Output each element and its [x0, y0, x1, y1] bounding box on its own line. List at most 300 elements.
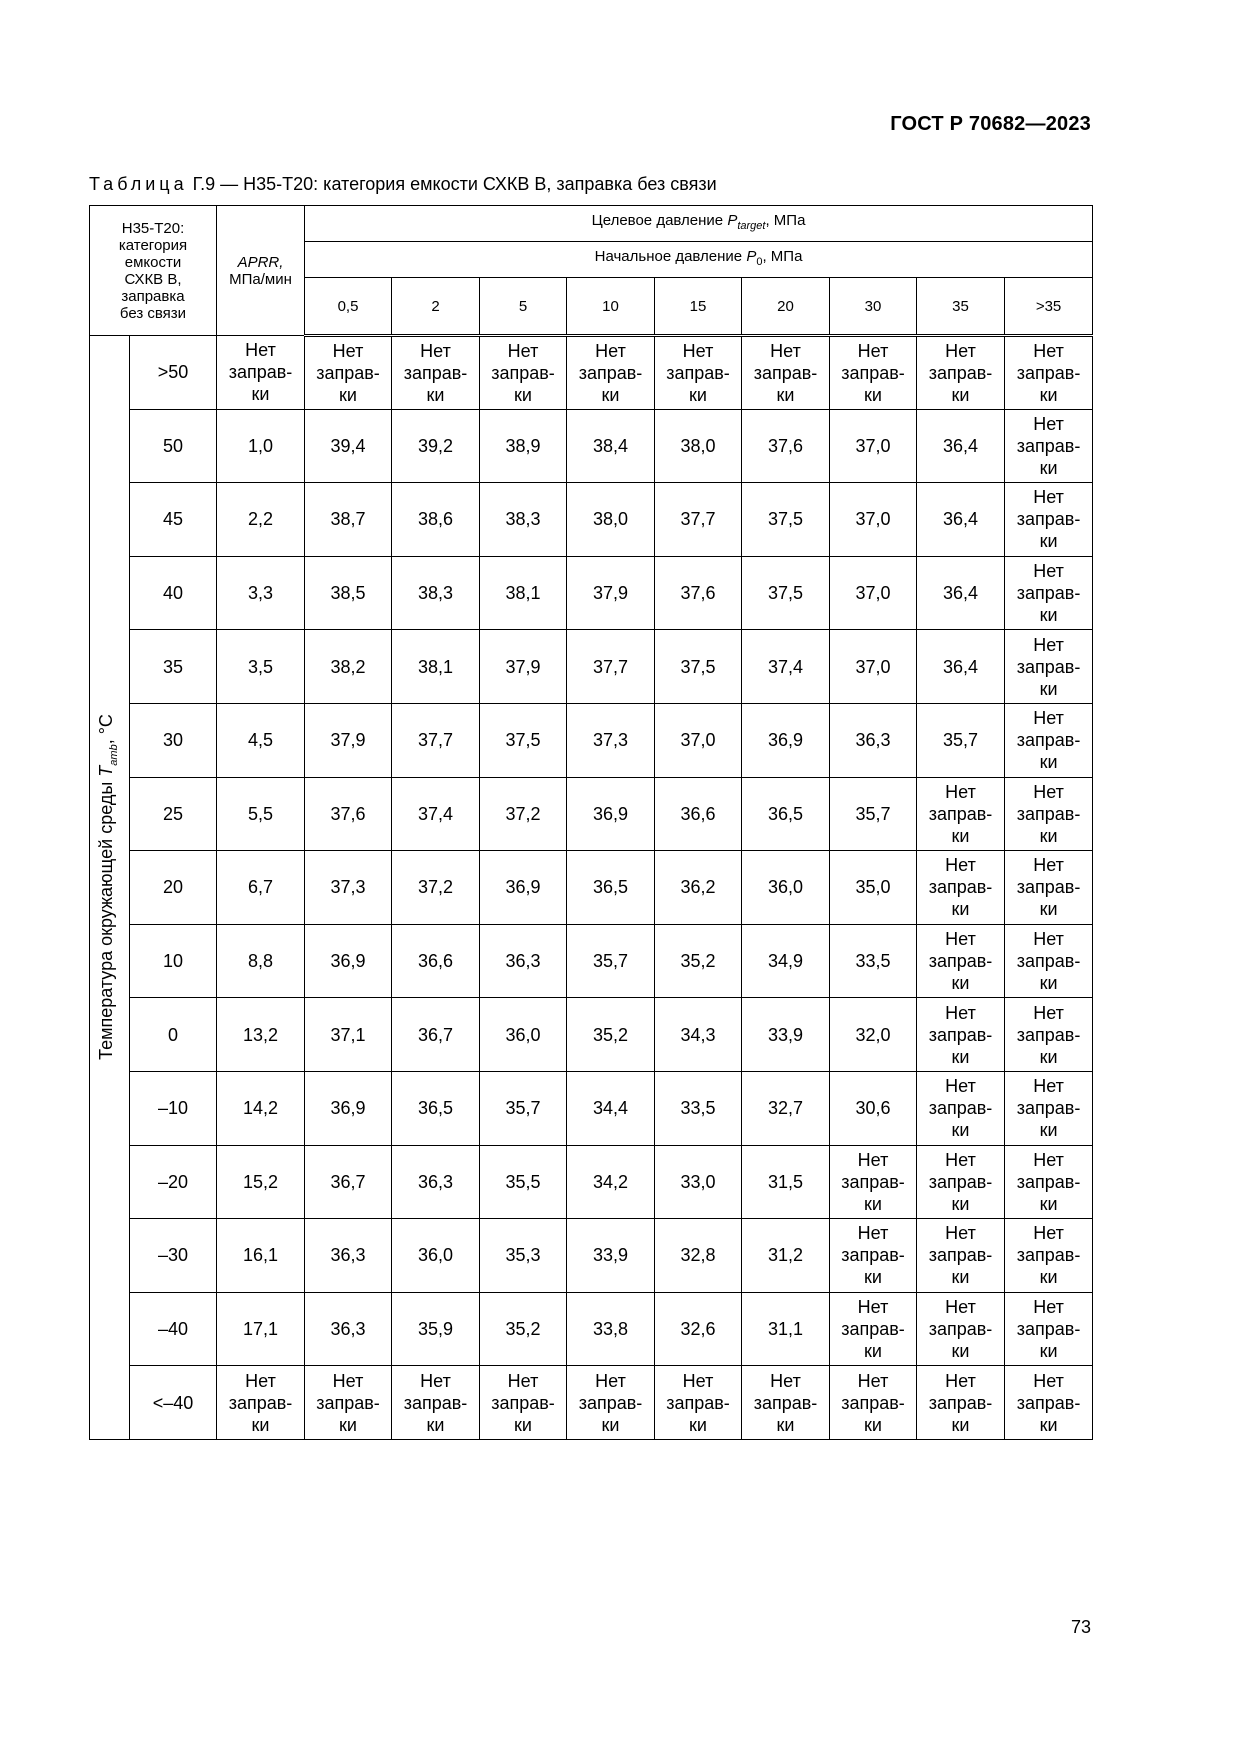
- pressure-value-cell: 35,7: [917, 703, 1005, 777]
- page-number: 73: [1070, 1617, 1091, 1637]
- pressure-value-cell: 37,5: [655, 630, 742, 704]
- aprr-cell: 1,0: [217, 409, 305, 483]
- table-row: [90, 1366, 1093, 1440]
- no-fill-cell: [917, 336, 1005, 410]
- pressure-value-cell: 34,9: [742, 924, 830, 998]
- no-fill-text: Нет: [945, 855, 976, 876]
- temperature-axis-label: [95, 715, 125, 1061]
- no-fill-text: Нет: [1033, 708, 1064, 729]
- no-fill-text: ки: [951, 899, 970, 920]
- aprr-cell: 3,5: [217, 630, 305, 704]
- pressure-value-cell: 31,2: [742, 1219, 830, 1293]
- temperature-cell: –20: [130, 1145, 217, 1219]
- no-fill-text: Нет: [945, 781, 976, 802]
- pressure-value-cell: 31,5: [742, 1145, 830, 1219]
- pressure-column-header: 2: [392, 278, 480, 336]
- no-fill-text: заправ-: [578, 1392, 643, 1413]
- no-fill-text: ки: [951, 973, 970, 994]
- no-fill-text: заправ-: [928, 877, 993, 898]
- no-fill-cell: [392, 336, 480, 410]
- no-fill-text: заправ-: [228, 1392, 293, 1413]
- no-fill-text: ки: [776, 1414, 795, 1435]
- no-fill-cell: [655, 336, 742, 410]
- temperature-cell: 20: [130, 851, 217, 925]
- no-fill-cell: [917, 777, 1005, 851]
- no-fill-text: Нет: [857, 1297, 889, 1318]
- no-fill-text: Нет: [1033, 340, 1064, 361]
- temperature-cell: 35: [130, 630, 217, 704]
- no-fill-text: ки: [864, 384, 882, 405]
- no-fill-text: ки: [1039, 605, 1058, 626]
- table-row: [90, 336, 1093, 410]
- no-fill-cell: [567, 1366, 655, 1440]
- no-fill-text: Нет: [1033, 413, 1064, 434]
- pressure-column-header: 0,5: [305, 278, 392, 336]
- no-fill-cell: [217, 336, 305, 410]
- aprr-cell: 5,5: [217, 777, 305, 851]
- aprr-cell: 17,1: [217, 1292, 305, 1366]
- no-fill-cell: [305, 1366, 392, 1440]
- aprr-label: APRR,: [237, 253, 284, 271]
- pressure-column-header: 15: [655, 278, 742, 336]
- pressure-value-cell: 33,0: [655, 1145, 742, 1219]
- no-fill-text: Нет: [945, 1149, 976, 1170]
- pressure-value-cell: 37,7: [392, 703, 480, 777]
- no-fill-cell: [917, 1145, 1005, 1219]
- no-fill-text: заправ-: [928, 803, 993, 824]
- no-fill-text: Нет: [1033, 929, 1064, 950]
- no-fill-text: ки: [951, 1414, 970, 1435]
- pressure-value-cell: 37,5: [742, 483, 830, 557]
- no-fill-text: заправ-: [928, 1245, 993, 1266]
- pressure-value-cell: 36,7: [305, 1145, 392, 1219]
- pressure-value-cell: 37,4: [742, 630, 830, 704]
- no-fill-text: ки: [1039, 899, 1058, 920]
- pressure-value-cell: 36,4: [917, 409, 1005, 483]
- no-fill-text: ки: [1039, 752, 1058, 773]
- no-fill-text: Нет: [1033, 781, 1064, 802]
- pressure-value-cell: 36,4: [917, 556, 1005, 630]
- no-fill-text: ки: [339, 384, 357, 405]
- pressure-value-cell: 33,5: [655, 1071, 742, 1145]
- aprr-cell: 14,2: [217, 1071, 305, 1145]
- pressure-column-header: 35: [917, 278, 1005, 336]
- no-fill-text: ки: [1039, 1267, 1058, 1288]
- pressure-value-cell: 38,6: [392, 483, 480, 557]
- pressure-value-cell: 38,5: [305, 556, 392, 630]
- table-caption: [89, 174, 717, 195]
- no-fill-text: Нет: [507, 340, 539, 361]
- initial-pressure-symbol: P: [746, 248, 757, 265]
- pressure-value-cell: 32,8: [655, 1219, 742, 1293]
- no-fill-text: ки: [951, 1341, 970, 1362]
- no-fill-text: ки: [1039, 1414, 1058, 1435]
- pressure-column-header: 10: [567, 278, 655, 336]
- no-fill-text: ки: [864, 1267, 882, 1288]
- no-fill-text: заправ-: [1016, 730, 1081, 751]
- no-fill-text: ки: [601, 1414, 620, 1435]
- no-fill-cell: [305, 336, 392, 410]
- no-fill-cell: [1005, 924, 1093, 998]
- pressure-value-cell: 33,5: [830, 924, 917, 998]
- no-fill-text: ки: [689, 1414, 707, 1435]
- temperature-cell: 10: [130, 924, 217, 998]
- pressure-value-cell: 36,0: [480, 998, 567, 1072]
- no-fill-text: ки: [1039, 1120, 1058, 1141]
- no-fill-text: ки: [339, 1414, 357, 1435]
- temperature-cell: –10: [130, 1071, 217, 1145]
- pressure-value-cell: 35,7: [567, 924, 655, 998]
- aprr-cell: 3,3: [217, 556, 305, 630]
- no-fill-cell: [1005, 630, 1093, 704]
- no-fill-text: Нет: [857, 340, 889, 361]
- no-fill-text: заправ-: [928, 1098, 993, 1119]
- no-fill-text: заправ-: [1016, 435, 1081, 456]
- table-row: [90, 777, 1093, 851]
- no-fill-text: заправ-: [316, 1392, 380, 1413]
- no-fill-text: Нет: [770, 340, 801, 361]
- no-fill-text: Нет: [1033, 1002, 1064, 1023]
- pressure-value-cell: 37,3: [567, 703, 655, 777]
- no-fill-cell: [1005, 998, 1093, 1072]
- table-row: [90, 1219, 1093, 1293]
- table-row: [90, 556, 1093, 630]
- corner-label-line: емкости: [124, 253, 182, 271]
- pressure-value-cell: 37,9: [567, 556, 655, 630]
- no-fill-text: Нет: [595, 1370, 626, 1391]
- no-fill-text: ки: [951, 1120, 970, 1141]
- no-fill-text: Нет: [420, 1370, 451, 1391]
- no-fill-cell: [917, 851, 1005, 925]
- no-fill-text: заправ-: [1016, 1245, 1081, 1266]
- no-fill-text: заправ-: [1016, 1171, 1081, 1192]
- no-fill-cell: [217, 1366, 305, 1440]
- pressure-value-cell: 35,2: [567, 998, 655, 1072]
- table-row: [90, 409, 1093, 483]
- no-fill-text: заправ-: [1016, 1098, 1081, 1119]
- temperature-axis-unit: , °C: [95, 714, 116, 745]
- no-fill-text: заправ-: [578, 362, 643, 383]
- aprr-cell: 15,2: [217, 1145, 305, 1219]
- no-fill-text: Нет: [1033, 1076, 1064, 1097]
- no-fill-text: Нет: [770, 1370, 801, 1391]
- no-fill-text: заправ-: [491, 1392, 555, 1413]
- temperature-cell: >50: [130, 336, 217, 410]
- pressure-value-cell: 36,5: [392, 1071, 480, 1145]
- no-fill-text: заправ-: [403, 362, 468, 383]
- aprr-cell: 13,2: [217, 998, 305, 1072]
- pressure-value-cell: 38,3: [480, 483, 567, 557]
- no-fill-text: заправ-: [928, 1392, 993, 1413]
- corner-label-line: категория: [118, 236, 188, 254]
- no-fill-text: Нет: [1033, 1149, 1064, 1170]
- no-fill-text: ки: [1039, 825, 1058, 846]
- no-fill-text: ки: [514, 384, 532, 405]
- no-fill-text: Нет: [332, 1370, 364, 1391]
- no-fill-text: ки: [1039, 457, 1058, 478]
- no-fill-cell: [1005, 1366, 1093, 1440]
- pressure-value-cell: 38,0: [567, 483, 655, 557]
- temperature-cell: <–40: [130, 1366, 217, 1440]
- table-caption-prefix: Таблица: [89, 174, 188, 194]
- aprr-cell: 16,1: [217, 1219, 305, 1293]
- pressure-value-cell: 37,7: [567, 630, 655, 704]
- no-fill-cell: [830, 1219, 917, 1293]
- no-fill-cell: [567, 336, 655, 410]
- pressure-value-cell: 35,9: [392, 1292, 480, 1366]
- no-fill-text: ки: [1039, 1193, 1058, 1214]
- no-fill-cell: [1005, 1145, 1093, 1219]
- pressure-value-cell: 38,1: [480, 556, 567, 630]
- pressure-value-cell: 31,1: [742, 1292, 830, 1366]
- no-fill-text: ки: [776, 384, 795, 405]
- no-fill-text: заправ-: [841, 1319, 905, 1340]
- aprr-cell: 2,2: [217, 483, 305, 557]
- table-row: [90, 483, 1093, 557]
- pressure-value-cell: 35,2: [655, 924, 742, 998]
- temperature-cell: 0: [130, 998, 217, 1072]
- pressure-value-cell: 36,3: [480, 924, 567, 998]
- target-pressure-header: [305, 206, 1093, 242]
- pressure-value-cell: 36,4: [917, 483, 1005, 557]
- no-fill-text: заправ-: [841, 1171, 905, 1192]
- pressure-value-cell: 37,6: [655, 556, 742, 630]
- pressure-value-cell: 36,5: [742, 777, 830, 851]
- no-fill-text: ки: [1039, 531, 1058, 552]
- no-fill-text: заправ-: [841, 1392, 905, 1413]
- no-fill-text: ки: [1039, 384, 1058, 405]
- temperature-cell: –30: [130, 1219, 217, 1293]
- no-fill-cell: [1005, 336, 1093, 410]
- no-fill-text: Нет: [507, 1370, 539, 1391]
- table-row: [90, 924, 1093, 998]
- corner-label-line: Н35-Т20:: [121, 219, 185, 237]
- no-fill-cell: [742, 336, 830, 410]
- pressure-value-cell: 37,3: [305, 851, 392, 925]
- aprr-cell: 6,7: [217, 851, 305, 925]
- no-fill-text: Нет: [245, 1370, 276, 1391]
- pressure-value-cell: 37,7: [655, 483, 742, 557]
- no-fill-text: Нет: [857, 1223, 889, 1244]
- no-fill-text: ки: [951, 1046, 970, 1067]
- pressure-value-cell: 36,0: [392, 1219, 480, 1293]
- pressure-value-cell: 36,9: [742, 703, 830, 777]
- target-pressure-subscript: target: [737, 220, 766, 232]
- pressure-value-cell: 36,5: [567, 851, 655, 925]
- no-fill-text: ки: [1039, 678, 1058, 699]
- no-fill-text: заправ-: [316, 362, 380, 383]
- aprr-header-cell: [217, 206, 305, 336]
- no-fill-text: ки: [251, 384, 270, 405]
- table-row: [90, 998, 1093, 1072]
- pressure-value-cell: 37,5: [480, 703, 567, 777]
- no-fill-text: заправ-: [928, 362, 993, 383]
- no-fill-cell: [917, 1366, 1005, 1440]
- pressure-value-cell: 35,0: [830, 851, 917, 925]
- pressure-value-cell: 36,4: [917, 630, 1005, 704]
- no-fill-text: заправ-: [491, 362, 555, 383]
- no-fill-text: Нет: [945, 1076, 976, 1097]
- pressure-value-cell: 38,1: [392, 630, 480, 704]
- standard-designation: ГОСТ Р 70682—2023: [890, 113, 1091, 135]
- no-fill-cell: [1005, 409, 1093, 483]
- no-fill-text: Нет: [1033, 1223, 1064, 1244]
- no-fill-text: ки: [601, 384, 620, 405]
- pressure-value-cell: 32,6: [655, 1292, 742, 1366]
- no-fill-cell: [480, 1366, 567, 1440]
- no-fill-cell: [480, 336, 567, 410]
- pressure-value-cell: 36,9: [305, 924, 392, 998]
- table-row: [90, 851, 1093, 925]
- pressure-value-cell: 34,2: [567, 1145, 655, 1219]
- initial-pressure-header: [305, 242, 1093, 278]
- temperature-cell: 25: [130, 777, 217, 851]
- pressure-value-cell: 33,8: [567, 1292, 655, 1366]
- no-fill-cell: [655, 1366, 742, 1440]
- corner-label-line: без связи: [119, 304, 187, 322]
- no-fill-text: Нет: [1033, 634, 1064, 655]
- pressure-value-cell: 37,5: [742, 556, 830, 630]
- no-fill-text: ки: [689, 384, 707, 405]
- pressure-value-cell: 39,2: [392, 409, 480, 483]
- pressure-value-cell: 36,6: [392, 924, 480, 998]
- table-row: [90, 703, 1093, 777]
- pressure-value-cell: 34,3: [655, 998, 742, 1072]
- no-fill-cell: [1005, 851, 1093, 925]
- no-fill-text: Нет: [682, 340, 714, 361]
- no-fill-text: Нет: [1033, 487, 1064, 508]
- no-fill-text: ки: [864, 1193, 882, 1214]
- no-fill-text: ки: [426, 1414, 445, 1435]
- pressure-value-cell: 39,4: [305, 409, 392, 483]
- table-row: [90, 630, 1093, 704]
- temperature-cell: 40: [130, 556, 217, 630]
- initial-pressure-text: Начальное давление: [594, 248, 747, 265]
- no-fill-text: заправ-: [1016, 656, 1081, 677]
- no-fill-text: ки: [1039, 1341, 1058, 1362]
- corner-label-line: заправка: [121, 287, 185, 305]
- pressure-value-cell: 37,0: [830, 409, 917, 483]
- no-fill-text: Нет: [332, 340, 364, 361]
- no-fill-text: ки: [951, 1267, 970, 1288]
- no-fill-cell: [830, 336, 917, 410]
- table-row: [90, 1292, 1093, 1366]
- pressure-value-cell: 36,2: [655, 851, 742, 925]
- no-fill-cell: [1005, 703, 1093, 777]
- no-fill-cell: [830, 1145, 917, 1219]
- pressure-value-cell: 36,9: [305, 1071, 392, 1145]
- no-fill-text: заправ-: [1016, 803, 1081, 824]
- no-fill-text: заправ-: [1016, 877, 1081, 898]
- no-fill-text: заправ-: [666, 362, 730, 383]
- no-fill-text: заправ-: [928, 1024, 993, 1045]
- initial-pressure-subscript: 0: [756, 256, 763, 268]
- pressure-value-cell: 37,9: [480, 630, 567, 704]
- pressure-value-cell: 33,9: [742, 998, 830, 1072]
- pressure-value-cell: 36,3: [392, 1145, 480, 1219]
- no-fill-text: Нет: [245, 340, 276, 361]
- pressure-value-cell: 37,0: [830, 556, 917, 630]
- no-fill-text: ки: [951, 384, 970, 405]
- no-fill-cell: [1005, 777, 1093, 851]
- aprr-unit: МПа/мин: [229, 270, 292, 288]
- no-fill-text: Нет: [1033, 1370, 1064, 1391]
- no-fill-cell: [1005, 556, 1093, 630]
- no-fill-cell: [917, 924, 1005, 998]
- target-pressure-unit: , МПа: [765, 212, 806, 229]
- no-fill-cell: [917, 998, 1005, 1072]
- no-fill-cell: [830, 1366, 917, 1440]
- pressure-value-cell: 38,0: [655, 409, 742, 483]
- table-row: [90, 1145, 1093, 1219]
- no-fill-text: ки: [251, 1414, 270, 1435]
- pressure-value-cell: 37,6: [742, 409, 830, 483]
- temperature-axis-cell: [90, 336, 130, 1440]
- no-fill-text: заправ-: [1016, 1392, 1081, 1413]
- pressure-value-cell: 37,0: [655, 703, 742, 777]
- no-fill-text: Нет: [857, 1149, 889, 1170]
- pressure-value-cell: 38,9: [480, 409, 567, 483]
- no-fill-text: заправ-: [753, 1392, 818, 1413]
- temperature-cell: –40: [130, 1292, 217, 1366]
- aprr-cell: 4,5: [217, 703, 305, 777]
- no-fill-text: Нет: [857, 1370, 889, 1391]
- pressure-value-cell: 36,3: [305, 1219, 392, 1293]
- no-fill-cell: [392, 1366, 480, 1440]
- pressure-column-header: 30: [830, 278, 917, 336]
- temperature-cell: 30: [130, 703, 217, 777]
- no-fill-text: ки: [1039, 1046, 1058, 1067]
- corner-label: [90, 220, 216, 322]
- temperature-axis-text: Температура окружающей среды: [95, 777, 116, 1061]
- pressure-value-cell: 36,9: [567, 777, 655, 851]
- pressure-value-cell: 32,7: [742, 1071, 830, 1145]
- no-fill-text: Нет: [1033, 1297, 1064, 1318]
- pressure-value-cell: 37,0: [830, 483, 917, 557]
- pressure-value-cell: 36,3: [830, 703, 917, 777]
- corner-label-line: СХКВ В,: [124, 270, 182, 288]
- no-fill-text: заправ-: [666, 1392, 730, 1413]
- no-fill-text: Нет: [682, 1370, 714, 1391]
- no-fill-text: ки: [951, 825, 970, 846]
- no-fill-cell: [1005, 1219, 1093, 1293]
- no-fill-text: Нет: [945, 1297, 976, 1318]
- pressure-value-cell: 38,3: [392, 556, 480, 630]
- no-fill-text: Нет: [945, 340, 976, 361]
- no-fill-cell: [1005, 1292, 1093, 1366]
- no-fill-text: ки: [951, 1193, 970, 1214]
- pressure-column-header: >35: [1005, 278, 1093, 336]
- no-fill-cell: [1005, 1071, 1093, 1145]
- pressure-value-cell: 37,2: [480, 777, 567, 851]
- no-fill-text: ки: [426, 384, 445, 405]
- pressure-value-cell: 37,9: [305, 703, 392, 777]
- pressure-value-cell: 35,2: [480, 1292, 567, 1366]
- temperature-cell: 45: [130, 483, 217, 557]
- no-fill-text: заправ-: [1016, 1319, 1081, 1340]
- no-fill-text: заправ-: [403, 1392, 468, 1413]
- no-fill-text: заправ-: [928, 951, 993, 972]
- no-fill-text: заправ-: [1016, 1024, 1081, 1045]
- pressure-value-cell: 37,0: [830, 630, 917, 704]
- no-fill-text: Нет: [1033, 561, 1064, 582]
- no-fill-cell: [917, 1292, 1005, 1366]
- pressure-value-cell: 37,6: [305, 777, 392, 851]
- pressure-value-cell: 38,7: [305, 483, 392, 557]
- no-fill-text: заправ-: [841, 362, 905, 383]
- pressure-value-cell: 36,0: [742, 851, 830, 925]
- pressure-value-cell: 36,9: [480, 851, 567, 925]
